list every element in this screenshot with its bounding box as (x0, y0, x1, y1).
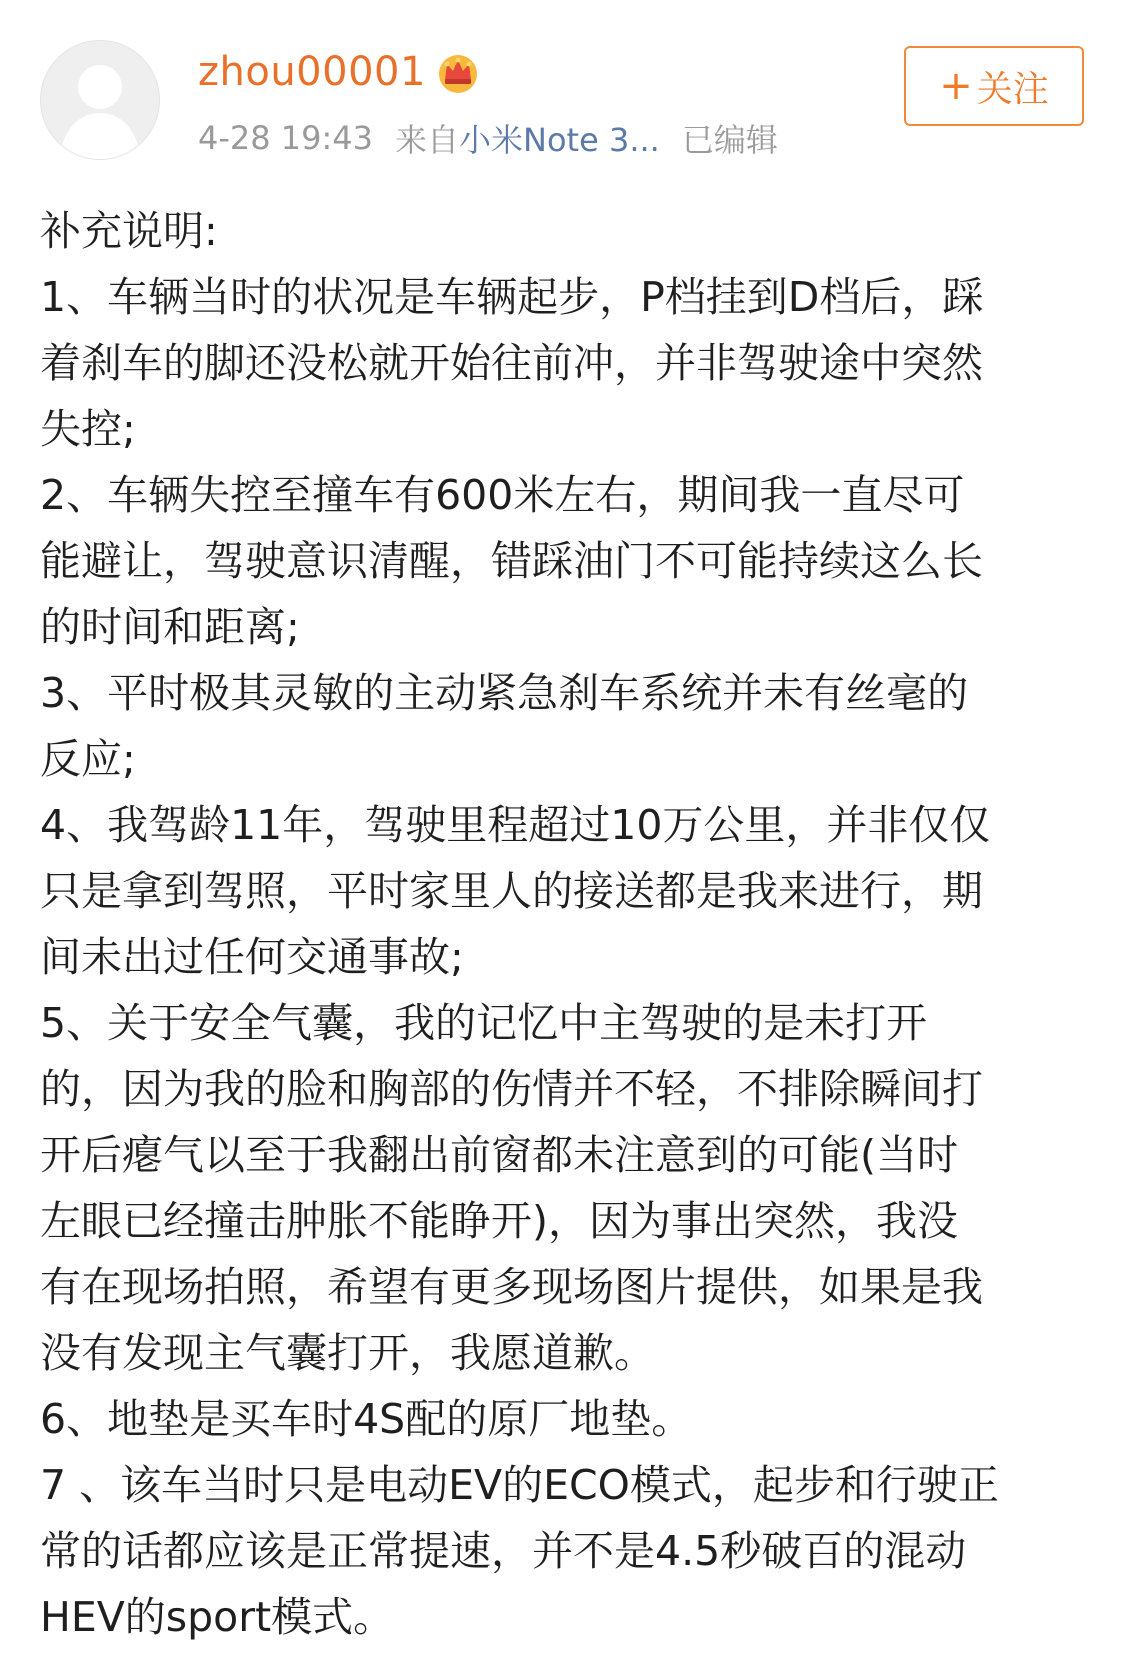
post-time: 4-28 19:43 (198, 119, 374, 157)
content-line: 失控; (40, 405, 136, 453)
plus-icon: + (939, 63, 973, 109)
content-line: 5、关于安全气囊，我的记忆中主驾驶的是未打开 (40, 999, 928, 1047)
avatar[interactable] (40, 40, 160, 160)
content-line: 的时间和距离; (40, 603, 300, 651)
content-line: 间未出过任何交通事故; (40, 933, 464, 981)
content-line: 7 、该车当时只是电动EV的ECO模式，起步和行驶正 (40, 1461, 999, 1509)
content-line: 反应; (40, 735, 136, 783)
content-line: 常的话都应该是正常提速，并不是4.5秒破百的混动 (40, 1527, 967, 1575)
content-line: HEV的sport模式。 (40, 1593, 395, 1641)
post-content (40, 198, 1085, 1650)
content-line: 4、我驾龄11年，驾驶里程超过10万公里，并非仅仅 (40, 801, 991, 849)
crown-icon[interactable] (436, 50, 480, 94)
username[interactable]: zhou00001 (198, 49, 426, 95)
follow-button[interactable] (904, 46, 1084, 126)
source-prefix: 来自 (395, 121, 460, 159)
content-line: 能避让，驾驶意识清醒，错踩油门不可能持续这么长 (40, 537, 983, 585)
username-row (198, 40, 480, 104)
post-meta (198, 112, 778, 164)
content-line: 1、车辆当时的状况是车辆起步，P档挂到D档后，踩 (40, 273, 984, 321)
content-line: 的，因为我的脸和胸部的伤情并不轻，不排除瞬间打 (40, 1065, 983, 1113)
default-avatar-icon (41, 41, 159, 159)
content-line: 2、车辆失控至撞车有600米左右，期间我一直尽可 (40, 471, 965, 519)
content-line: 只是拿到驾照，平时家里人的接送都是我来进行，期 (40, 867, 983, 915)
content-line: 有在现场拍照，希望有更多现场图片提供，如果是我 (40, 1263, 983, 1311)
content-line: 补充说明: (40, 207, 218, 255)
source-device-link[interactable]: 小米Note 3... (459, 121, 660, 159)
content-line: 左眼已经撞击肿胀不能睁开)，因为事出突然，我没 (40, 1197, 958, 1245)
content-line: 没有发现主气囊打开，我愿道歉。 (40, 1329, 655, 1377)
follow-button-label: 关注 (976, 68, 1049, 110)
content-line: 着刹车的脚还没松就开始往前冲，并非驾驶途中突然 (40, 339, 983, 387)
content-line: 6、地垫是买车时4S配的原厂地垫。 (40, 1395, 693, 1443)
edited-label[interactable]: 已编辑 (681, 121, 778, 159)
content-line: 3、平时极其灵敏的主动紧急刹车系统并未有丝毫的 (40, 669, 969, 717)
content-line: 开后瘪气以至于我翻出前窗都未注意到的可能(当时 (40, 1131, 958, 1179)
